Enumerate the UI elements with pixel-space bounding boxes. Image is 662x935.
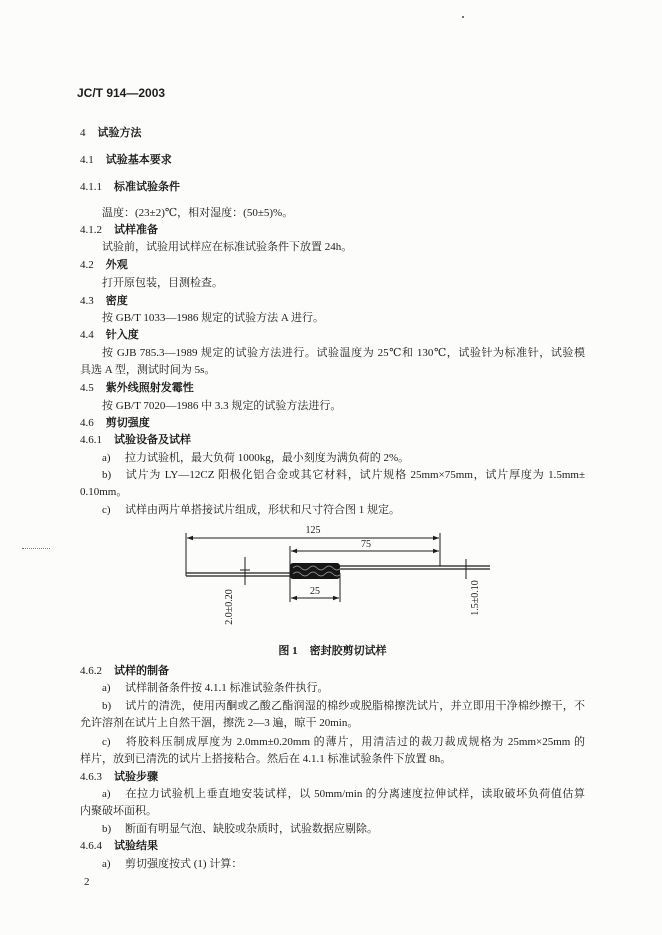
- section-number: 4.3: [80, 295, 94, 307]
- section-title: 试验设备及试样: [114, 434, 191, 446]
- list-item: [102, 735, 585, 749]
- list-item: [102, 681, 329, 695]
- section-4-heading: [80, 126, 142, 140]
- section-number: 4.1: [80, 154, 94, 166]
- list-marker: c): [102, 736, 111, 748]
- list-marker: a): [102, 788, 111, 800]
- section-4-6-1-heading: [80, 433, 191, 447]
- paragraph-line: 按 GJB 785.3—1989 规定的试验方法进行。试验温度为 25℃和 130℃，试验针为标准针，试验模: [102, 347, 585, 359]
- list-item-continuation: 允许溶剂在试片上自然干涸，擦洗 2—3 遍，晾干 20min。: [80, 717, 359, 729]
- section-title: 试样准备: [114, 224, 158, 236]
- section-title: 试验基本要求: [105, 154, 172, 166]
- section-number: 4.6.2: [80, 665, 102, 677]
- paragraph: 按 GB/T 7020—1986 中 3.3 规定的试验方法进行。: [102, 400, 342, 412]
- section-number: 4.6.3: [80, 771, 102, 783]
- section-4-1-2-heading: [80, 223, 158, 237]
- section-title: 剪切强度: [105, 417, 150, 429]
- section-number: 4.2: [80, 259, 94, 271]
- list-item-text: 试片的清洗，使用丙酮或乙酸乙酯润湿的棉纱或脱脂棉擦洗试片，并立即用干净棉纱擦干，不: [125, 700, 585, 712]
- section-4-1-1-heading: [80, 180, 180, 194]
- list-marker: b): [102, 823, 112, 835]
- section-4-6-4-heading: [80, 839, 158, 853]
- paragraph: 按 GB/T 1033—1986 规定的试验方法 A 进行。: [102, 312, 324, 324]
- dim-label-adhesive-thickness: 2.0±0.20: [224, 589, 235, 625]
- section-title: 试验步骤: [114, 771, 158, 783]
- list-item: [102, 857, 242, 871]
- section-title: 针入度: [105, 329, 139, 341]
- list-item-text: 试片为 LY—12CZ 阳极化铝合金或其它材料，试片规格 25mm×75mm，试片厚度为 1.5mm±: [125, 469, 585, 481]
- dim-label-plate-thickness: 1.5±0.10: [470, 580, 481, 616]
- section-4-1-heading: [80, 153, 172, 167]
- figure-caption-label: 图 1: [278, 645, 298, 657]
- list-item-text: 在拉力试验机上垂直地安装试样，以 50mm/min 的分离速度拉伸试样，读取破坏负荷值估算: [125, 788, 585, 800]
- adhesive-layer: [290, 563, 340, 579]
- paragraph-line: 具选 A 型，测试时间为 5s。: [80, 364, 216, 376]
- list-item-text: 试样制备条件按 4.1.1 标准试验条件执行。: [125, 682, 329, 694]
- section-number: 4.6.1: [80, 434, 102, 446]
- section-number: 4.6.4: [80, 840, 102, 852]
- section-4-6-heading: [80, 416, 150, 430]
- page-number: 2: [84, 876, 90, 888]
- section-title: 紫外线照射发霉性: [105, 382, 194, 394]
- section-title: 标准试验条件: [114, 181, 180, 193]
- paragraph: 试验前，试验用试样应在标准试验条件下放置 24h。: [102, 241, 353, 253]
- paragraph: 温度：(23±2)℃，相对湿度：(50±5)%。: [102, 207, 294, 219]
- section-4-6-2-heading: [80, 664, 169, 678]
- list-item-continuation: 样片，放到已清洗的试片上搭接粘合。然后在 4.1.1 标准试验条件下放置 8h。: [80, 753, 452, 765]
- list-marker: b): [102, 469, 112, 481]
- section-number: 4.4: [80, 329, 94, 341]
- list-item-text: 将胶料压制成厚度为 2.0mm±0.20mm 的薄片，用清洁过的裁刀裁成规格为 25mm×25mm 的: [125, 736, 585, 748]
- list-marker: b): [102, 700, 112, 712]
- list-item: [102, 787, 585, 801]
- paragraph: 打开原包装，目测检查。: [102, 277, 223, 289]
- list-marker: a): [102, 452, 111, 464]
- list-item-text: 拉力试验机，最大负荷 1000kg，最小刻度为满负荷的 2%。: [125, 452, 410, 464]
- section-title: 试样的制备: [114, 665, 169, 677]
- standard-number: JC/T 914—2003: [77, 86, 166, 100]
- section-4-2-heading: [80, 258, 128, 272]
- scan-speck: [462, 16, 464, 18]
- section-number: 4.1.2: [80, 224, 102, 236]
- list-marker: a): [102, 858, 111, 870]
- section-title: 外观: [105, 259, 128, 271]
- figure-caption-title: 密封胶剪切试样: [309, 645, 387, 657]
- section-number: 4.5: [80, 382, 94, 394]
- figure-caption: [80, 644, 585, 658]
- section-title: 密度: [105, 295, 128, 307]
- section-4-6-3-heading: [80, 770, 158, 784]
- section-title: 试验方法: [97, 127, 142, 139]
- list-item: [102, 468, 585, 482]
- list-item-text: 剪切强度按式 (1) 计算：: [125, 858, 243, 870]
- scan-dots: [22, 548, 50, 549]
- figure-1-shear-specimen: [160, 515, 510, 635]
- dim-label-25: 25: [310, 586, 320, 597]
- list-item: [102, 451, 409, 465]
- dim-label-75: 75: [361, 539, 371, 550]
- list-item: [102, 699, 585, 713]
- list-item-continuation: 0.10mm。: [80, 486, 128, 498]
- dim-label-125: 125: [305, 525, 321, 536]
- list-item: [102, 822, 378, 836]
- list-item-text: 断面有明显气泡、缺胶或杂质时，试验数据应剔除。: [125, 823, 378, 835]
- list-marker: c): [102, 504, 111, 516]
- section-4-4-heading: [80, 328, 139, 342]
- section-4-3-heading: [80, 294, 128, 308]
- list-item-continuation: 内聚破坏面积。: [80, 805, 157, 817]
- section-number: 4.6: [80, 417, 94, 429]
- section-number: 4.1.1: [80, 181, 102, 193]
- section-number: 4: [80, 127, 86, 139]
- list-marker: a): [102, 682, 111, 694]
- section-4-5-heading: [80, 381, 194, 395]
- list-item-text: 试样由两片单搭接试片组成，形状和尺寸符合图 1 规定。: [125, 504, 400, 516]
- section-title: 试验结果: [114, 840, 158, 852]
